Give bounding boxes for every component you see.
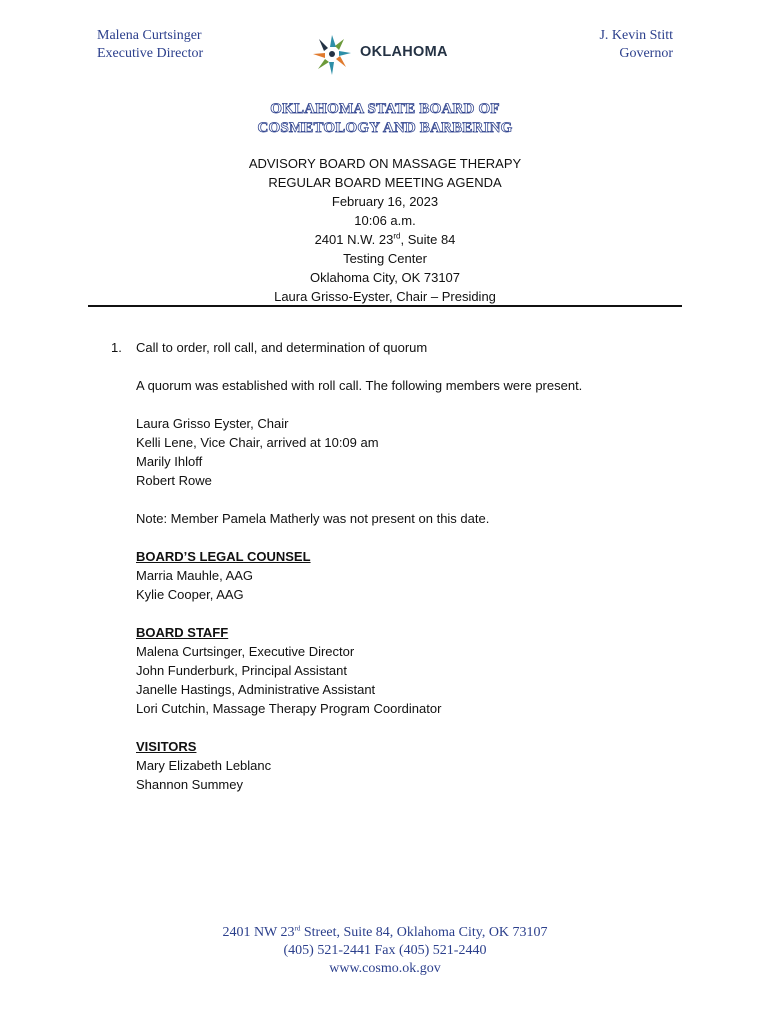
header-left (97, 27, 203, 63)
header-divider (88, 305, 682, 307)
page-footer (0, 924, 770, 978)
legal-counsel-section (136, 547, 691, 604)
governor-title: Governor (619, 46, 673, 61)
board-title-line-1: OKLAHOMA STATE BOARD OF (270, 101, 500, 117)
board-staff-section (136, 623, 691, 718)
list-item: Malena Curtsinger, Executive Director (136, 644, 355, 659)
list-item: Shannon Summey (136, 777, 243, 792)
meeting-location: Testing Center (343, 251, 427, 266)
list-item: Laura Grisso Eyster, Chair (136, 416, 289, 431)
meeting-time: 10:06 a.m. (354, 213, 416, 228)
meeting-chair: Laura Grisso-Eyster, Chair – Presiding (274, 289, 496, 304)
header-right (599, 27, 673, 63)
meeting-address-suite: , Suite 84 (400, 232, 456, 247)
absence-note: Note: Member Pamela Matherly was not present on this date. (136, 511, 490, 526)
governor-name: J. Kevin Stitt (599, 28, 673, 43)
section-heading: BOARD’S LEGAL COUNSEL (136, 549, 311, 564)
members-present-list (136, 414, 691, 490)
footer-address-street: 2401 NW 23 (222, 925, 295, 940)
executive-director-name: Malena Curtsinger (97, 28, 202, 43)
list-item: Janelle Hastings, Administrative Assistant (136, 682, 376, 697)
meeting-address-suffix: rd (393, 231, 401, 241)
footer-phone: (405) 521-2441 Fax (405) 521-2440 (283, 943, 487, 958)
quorum-statement: A quorum was established with roll call. The following members were present. (136, 378, 583, 393)
logo-wordmark: OKLAHOMA (360, 44, 448, 60)
footer-address-suffix: rd (294, 924, 301, 933)
list-item: Kylie Cooper, AAG (136, 587, 244, 602)
list-item: John Funderburk, Principal Assistant (136, 663, 347, 678)
footer-address (0, 924, 770, 942)
meeting-address-street: 2401 N.W. 23 (314, 232, 394, 247)
board-title (0, 100, 770, 138)
footer-address-rest: Street, Suite 84, Oklahoma City, OK 73107 (300, 925, 548, 940)
meeting-info (0, 154, 770, 306)
list-item: Marria Mauhle, AAG (136, 568, 254, 583)
section-heading: VISITORS (136, 739, 197, 754)
meeting-date: February 16, 2023 (331, 194, 439, 209)
list-item: Lori Cutchin, Massage Therapy Program Coordinator (136, 701, 442, 716)
meeting-address (0, 230, 770, 249)
footer-website[interactable]: www.cosmo.ok.gov (329, 961, 441, 976)
visitors-section (136, 737, 691, 794)
list-item: Robert Rowe (136, 473, 212, 488)
agenda-type: REGULAR BOARD MEETING AGENDA (268, 175, 502, 190)
agenda-body (111, 338, 691, 794)
oklahoma-logo (310, 33, 470, 77)
agenda-item-number: 1. (111, 340, 122, 355)
board-title-line-2: COSMETOLOGY AND BARBERING (257, 120, 513, 136)
list-item: Marily Ihloff (136, 454, 203, 469)
list-item: Mary Elizabeth Leblanc (136, 758, 272, 773)
advisory-board-name: ADVISORY BOARD ON MASSAGE THERAPY (248, 156, 522, 171)
agenda-item-text: Call to order, roll call, and determination of quorum (136, 340, 428, 355)
oklahoma-star-icon (310, 33, 354, 77)
list-item: Kelli Lene, Vice Chair, arrived at 10:09 am (136, 435, 379, 450)
agenda-item-1 (111, 338, 691, 357)
executive-director-title: Executive Director (97, 46, 204, 61)
meeting-city: Oklahoma City, OK 73107 (309, 270, 461, 285)
section-heading: BOARD STAFF (136, 625, 229, 640)
